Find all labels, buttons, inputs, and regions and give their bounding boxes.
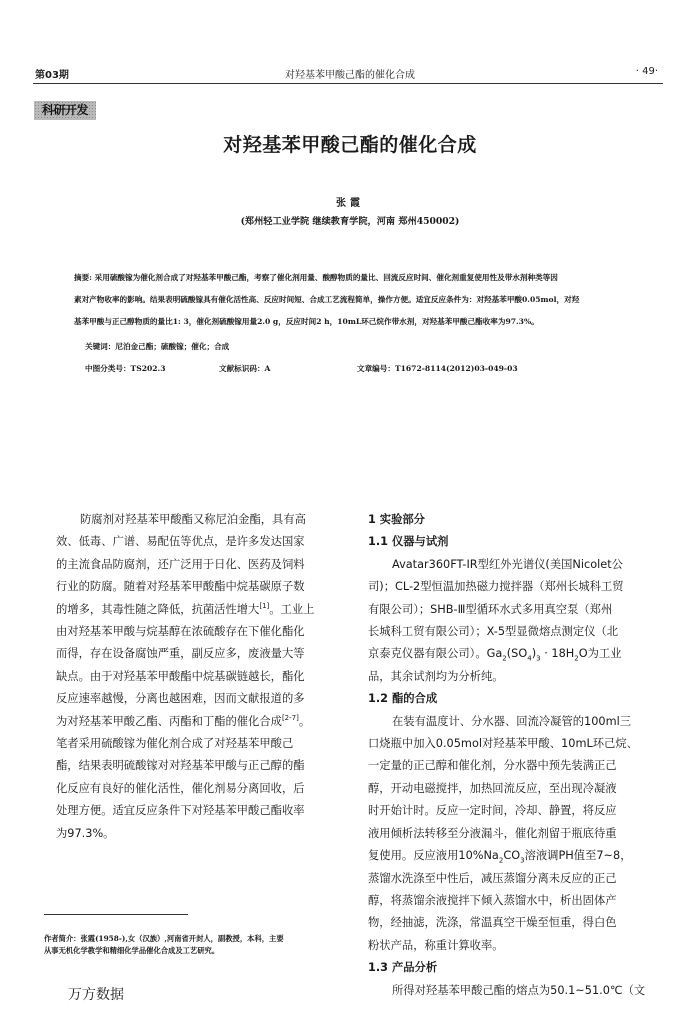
body-line: 化反应有良好的催化活性，催化剂易分离回收，后 [56,781,305,795]
subsection-heading: 1.1 仪器与试剂 [368,535,449,549]
body-text: · 18H [540,647,575,661]
body-text: 溶液调PH值至7~8， [524,849,632,863]
article-title: 对羟基苯甲酸己酯的催化合成 [223,134,477,156]
body-line: 的主流食品防腐剂，还广泛用于日化、医药及饲料 [56,557,305,571]
body-text: 京泰克仪器有限公司）。Ga [368,647,503,661]
body-line: 口烧瓶中加入0.05mol对羟基苯甲酸、10mL环己烷、 [368,737,638,751]
section-heading: 1 实验部分 [368,513,425,526]
abstract-line: 基苯甲酸与正己醇物质的量比1: 3，催化剂硫酸镓用量2.0 g，反应时间2 h，10mL环己烷作带水剂，对羟基苯甲酸己酯收率为97.3%。 [74,317,539,326]
subscript: 2 [574,654,579,663]
citation: [2-7] [281,713,299,722]
body-line: 品，其余试剂均为分析纯。 [368,669,504,683]
body-line: 由对羟基苯甲酸与烷基醇在浓硫酸存在下催化酯化 [56,625,305,639]
body-line: Avatar360FT-IR型红外光谱仪(美国Nicolet公 [392,557,623,571]
body-text: ) [531,647,537,661]
body-line: 缺点。由于对羟基苯甲酸酯中烷基碳链越长，酯化 [56,669,305,683]
footnote-line: 从事无机化学教学和精细化学品催化合成及工艺研究。 [44,946,220,955]
watermark-text: 万方数据 [68,987,124,1003]
citation: [1] [259,601,270,610]
body-text: 的增多，其毒性随之降低，抗菌活性增大 [56,602,260,616]
body-line: 反应速率越慢，分离也越困难，因而文献报道的多 [56,692,305,706]
body-text: CO [503,849,521,863]
body-line: 效、低毒、广谱、易配伍等优点，是许多发达国家 [56,535,305,549]
subscript: 2 [502,654,507,663]
article-number: 文章编号：T1672-8114(2012)03-049-03 [357,364,518,373]
body-line: 防腐剂对羟基苯甲酸酯又称尼泊金酯，具有高 [80,513,306,526]
body-line [368,845,664,867]
document-code: 文献标识码：A [219,364,271,373]
abstract-line: 素对产物收率的影响。结果表明硫酸镓具有催化活性高、反应时间短、合成工艺流程简单，操作方便。适宜反应条件为：对羟基苯甲酸0.05mol，对羟 [74,295,580,304]
body-line: 为97.3%。 [56,826,115,840]
clc-number: 中图分类号：TS202.3 [85,364,166,373]
body-line: 行业的防腐。随着对羟基苯甲酸酯中烷基碳原子数 [56,580,305,594]
body-line: 有限公司）；SHB-Ⅲ型循环水式多用真空泵（郑州 [368,602,613,616]
body-text: 。 [298,714,311,728]
body-line [56,711,348,733]
subscript: 3 [520,856,525,865]
body-line: 在装有温度计、分水器、回流冷凝管的100ml三 [392,714,632,728]
body-line [56,599,348,621]
body-line: 酯，结果表明硫酸镓对对羟基苯甲酸与正己醇的酯 [56,759,305,773]
subsection-heading: 1.3 产品分析 [368,961,438,975]
header-rule [33,83,663,84]
body-line: 一定量的正己醇和催化剂，分水器中预先装满正己 [368,759,617,773]
body-line: 醇，开动电磁搅拌，加热回流反应，至出现冷凝液 [368,781,617,795]
subscript: 4 [527,654,532,663]
body-line [368,643,664,665]
body-text: O为工业 [578,647,622,661]
body-line: 而得，存在设备腐蚀严重，副反应多，废液量大等 [56,647,305,661]
section-badge: 科研开发 [34,101,96,120]
keywords: 关键词：尼泊金己酯；硫酸镓；催化；合成 [85,342,230,351]
abstract-line: 摘要: 采用硫酸镓为催化剂合成了对羟基苯甲酸己酯，考察了催化剂用量、酸醇物质的量比、回流反应时间、催化剂重复使用性及带水剂种类等因 [74,273,558,282]
body-text: (SO [506,647,528,661]
body-text: 为对羟基苯甲酸乙酯、丙酯和丁酯的催化合成 [56,714,282,728]
page-number: · 49· [635,66,658,77]
footnote-line: 作者简介：张霞(1958-),女（汉族）,河南省开封人，副教授，本科，主要 [44,934,284,943]
subsection-heading: 1.2 酯的合成 [368,692,438,706]
body-text: 。工业上 [269,602,315,616]
footnote-rule [44,914,188,915]
subscript: 2 [498,856,504,865]
author-name: 张霞 [336,198,364,209]
right-column [368,509,664,1002]
body-line: 液用倾析法转移至分液漏斗，催化剂留于瓶底待重 [368,826,617,840]
left-column [56,509,348,845]
journal-issue: 第03期 [35,70,69,81]
running-title: 对羟基苯甲酸己酯的催化合成 [285,70,415,81]
body-text: 复使用。反应液用10%Na [368,849,499,863]
subscript: 3 [536,654,541,663]
author-affiliation: (郑州轻工业学院 继续教育学院，河南 郑州450002) [240,216,460,227]
body-line: 粉状产品，称重计算收率。 [368,938,504,952]
body-line: 司)；CL-2型恒温加热磁力搅拌器（郑州长城科工贸 [368,580,624,594]
body-line: 醇，将蒸馏余液搅拌下倾入蒸馏水中，析出固体产 [368,893,617,907]
body-line: 处理方便。适宜反应条件下对羟基苯甲酸己酯收率 [56,804,305,818]
body-line: 长城科工贸有限公司）；X-5型显微熔点测定仪（北 [368,625,619,639]
body-line: 物，经抽滤，洗涤，常温真空干燥至恒重，得白色 [368,916,617,930]
body-line: 时开始计时。反应一定时间，冷却、静置，将反应 [368,804,617,818]
body-line: 笔者采用硫酸镓为催化剂合成了对羟基苯甲酸己 [56,737,294,751]
body-line: 所得对羟基苯甲酸己酯的熔点为50.1~51.0℃（文 [392,983,646,997]
body-line: 蒸馏水洗涤至中性后，减压蒸馏分离未反应的正己 [368,871,617,885]
